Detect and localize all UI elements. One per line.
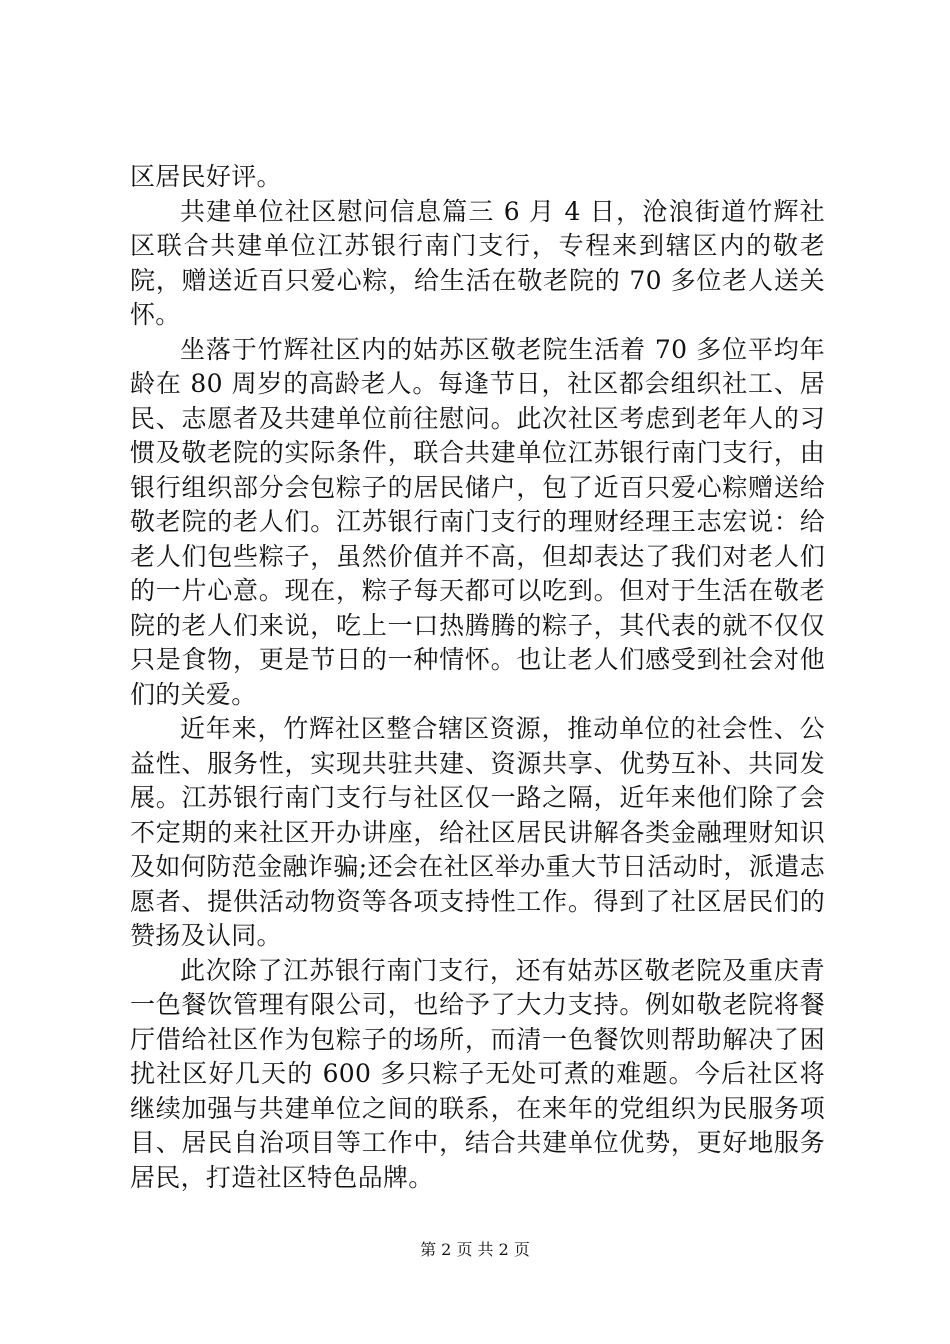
paragraph-nursing-home: 坐落于竹辉社区内的姑苏区敬老院生活着 70 多位平均年龄在 80 周岁的高龄老人。每逢节日，社区都会组织社工、居民、志愿者及共建单位前往慰问。此次社区考虑到老年人的习惯及敬老院的实际条件，联合共建单位江苏银行南门支行，由银行组织部分会包粽子的居民储户，包了近百只爱心粽赠送给敬老院的老人们。江苏银行南门支行的理财经理王志宏说：给老人们包些粽子，虽然价值并不高，但却表达了我们对老人们的一片心意。现在，粽子每天都可以吃到。但对于生活在敬老院的老人们来说，吃上一口热腾腾的粽子，其代表的就不仅仅只是食物，更是节日的一种情怀。也让老人们感受到社会对他们的关爱。 — [130, 334, 825, 709]
paragraph-resource-integration: 近年来，竹辉社区整合辖区资源，推动单位的社会性、公益性、服务性，实现共驻共建、资源共享、优势互补、共同发展。江苏银行南门支行与社区仅一路之隔，近年来他们除了会不定期的来社区开办讲座，给社区居民讲解各类金融理财知识及如何防范金融诈骗;还会在社区举办重大节日活动时，派遣志愿者、提供活动物资等各项支持性工作。得到了社区居民们的赞扬及认同。 — [130, 714, 825, 950]
paragraph-community-visit: 共建单位社区慰问信息篇三 6 月 4 日，沧浪街道竹辉社区联合共建单位江苏银行南门支行，专程来到辖区内的敬老院，赠送近百只爱心粽，给生活在敬老院的 70 多位老人送关怀。 — [130, 196, 825, 329]
paragraph-continuation: 区居民好评。 — [130, 162, 282, 191]
page-footer: 第 2 页 共 2 页 — [420, 1240, 530, 1259]
paragraph-support-units: 此次除了江苏银行南门支行，还有姑苏区敬老院及重庆青一色餐饮管理有限公司，也给予了大力支持。例如敬老院将餐厅借给社区作为包粽子的场所，而清一色餐饮则帮助解决了困扰社区好几天的 600 多只粽子无处可煮的难题。今后社区将继续加强与共建单位之间的联系，在来年的党组织为民服务项目、居民自治项目等工作中，结合共建单位优势，更好地服务居民，打造社区特色品牌。 — [130, 955, 825, 1192]
document-body — [130, 160, 825, 1195]
